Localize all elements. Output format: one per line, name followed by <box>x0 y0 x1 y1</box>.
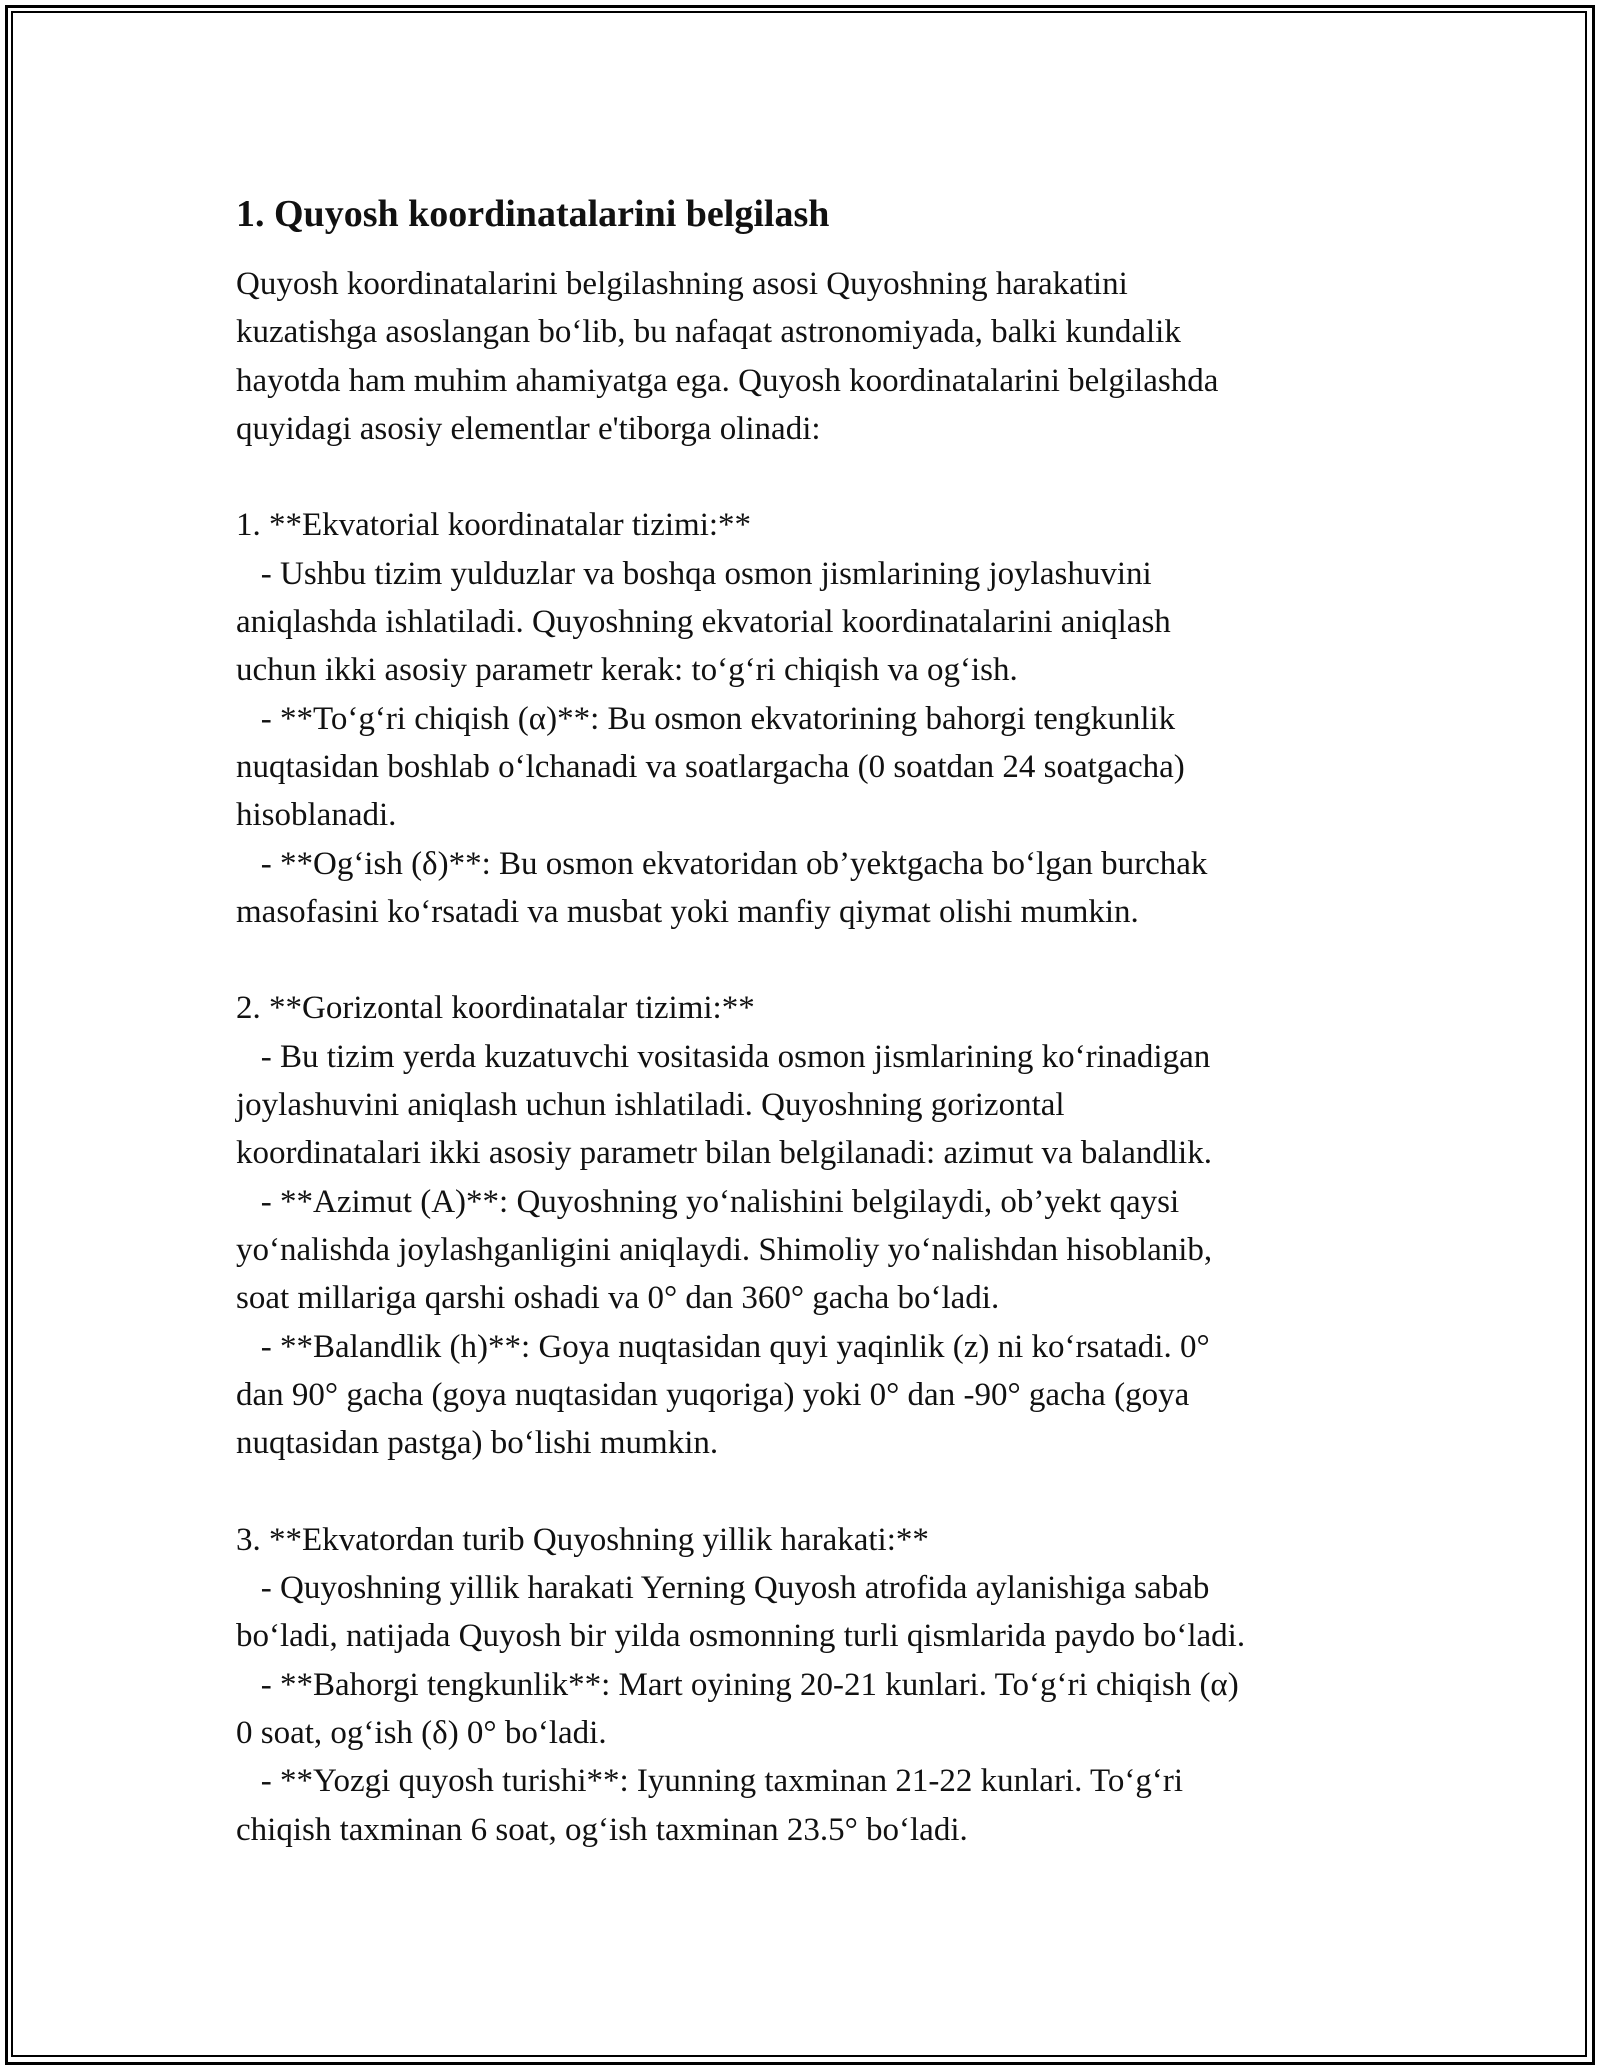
paragraph-spacer <box>236 1467 1376 1515</box>
paragraph-spacer <box>236 936 1376 984</box>
paragraph-spacer <box>236 453 1376 501</box>
document-title: 1. Quyosh koordinatalarini belgilash <box>236 193 830 235</box>
document-body <box>236 186 1376 1854</box>
intro-paragraph: Quyosh koordinatalarini belgilashning asosi Quyoshning harakatini kuzatishga asoslangan bo‘lib, bu nafaqat astronomiyada, balki kundalik hayotda ham muhim ahamiyatga ega. Quyosh koordinatalarini belgilashda quyidagi asosiy elementlar e'tiborga olinadi: <box>236 266 1219 447</box>
section-equatorial: 1. **Ekvatorial koordinatalar tizimi:** - Ushbu tizim yulduzlar va boshqa osmon jismlarining joylashuvini aniqlashda ishlatiladi. Quyoshning ekvatorial koordinatalarini aniqlash uchun ikki asosiy parametr kerak: to‘g‘ri chiqish va og‘ish. - **To‘g‘ri chiqish (α)**: Bu osmon ekvatorining bahorgi tengkunlik nuqtasidan boshlab o‘lchanadi va soatlargacha (0 soatdan 24 soatgacha) hisoblanadi. - **Og‘ish (δ)**: Bu osmon ekvatoridan ob’yektgacha bo‘lgan burchak masofasini ko‘rsatadi va musbat yoki manfiy qiymat olishi mumkin. <box>236 507 1208 930</box>
section-horizontal: 2. **Gorizontal koordinatalar tizimi:** - Bu tizim yerda kuzatuvchi vositasida osmon jismlarining ko‘rinadigan joylashuvini aniqlash uchun ishlatiladi. Quyoshning gorizontal koordinatalari ikki asosiy parametr bilan belgilanadi: azimut va balandlik. - **Azimut (A)**: Quyoshning yo‘nalishini belgilaydi, ob’yekt qaysi yo‘nalishda joylashganligini aniqlaydi. Shimoliy yo‘nalishdan hisoblanib, soat millariga qarshi oshadi va 0° dan 360° gacha bo‘ladi. - **Balandlik (h)**: Goya nuqtasidan quyi yaqinlik (z) ni ko‘rsatadi. 0° dan 90° gacha (goya nuqtasidan yuqoriga) yoki 0° dan -90° gacha (goya nuqtasidan pastga) bo‘lishi mumkin. <box>236 990 1213 1462</box>
section-annual-motion: 3. **Ekvatordan turib Quyoshning yillik harakati:** - Quyoshning yillik harakati Yerning Quyosh atrofida aylanishiga sabab bo‘ladi, natijada Quyosh bir yilda osmonning turli qismlarida paydo bo‘ladi. - **Bahorgi tengkunlik**: Mart oyining 20-21 kunlari. To‘g‘ri chiqish (α) 0 soat, og‘ish (δ) 0° bo‘ladi. - **Yozgi quyosh turishi**: Iyunning taxminan 21-22 kunlari. To‘g‘ri chiqish taxminan 6 soat, og‘ish taxminan 23.5° bo‘ladi. <box>236 1521 1246 1848</box>
